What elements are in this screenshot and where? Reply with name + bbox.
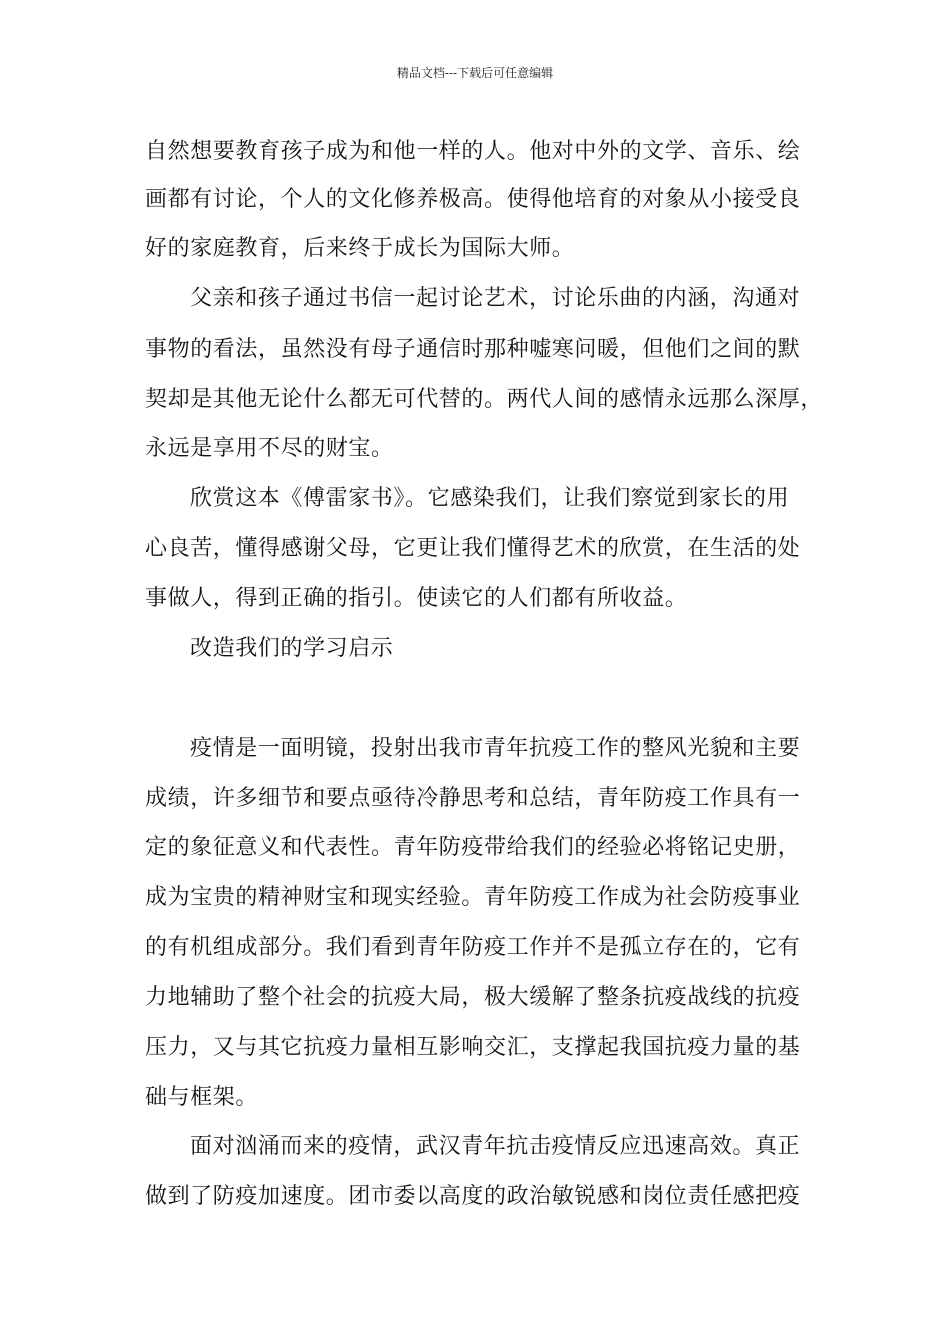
text-line: 欣赏这本《傅雷家书》。它感染我们，让我们察觉到家长的用 xyxy=(190,486,790,511)
text-line: 础与框架。 xyxy=(145,1085,259,1110)
text-line: 压力，又与其它抗疫力量相互影响交汇，支撑起我国抗疫力量的基 xyxy=(145,1035,801,1060)
text-line: 成绩，许多细节和要点亟待冷静思考和总结，青年防疫工作具有一 xyxy=(145,786,801,811)
text-line: 事物的看法，虽然没有母子通信时那种嘘寒问暖，但他们之间的默 xyxy=(145,337,801,362)
page-header: 精品文档---下载后可任意编辑 xyxy=(396,66,554,80)
text-line: 自然想要教育孩子成为和他一样的人。他对中外的文学、音乐、绘 xyxy=(145,139,801,164)
text-line: 力地辅助了整个社会的抗疫大局，极大缓解了整条抗疫战线的抗疫 xyxy=(145,985,801,1010)
text-line: 好的家庭教育，后来终于成长为国际大师。 xyxy=(145,236,575,261)
text-line: 疫情是一面明镜，投射出我市青年抗疫工作的整风光貌和主要 xyxy=(190,736,801,761)
text-line: 定的象征意义和代表性。青年防疫带给我们的经验必将铭记史册， xyxy=(145,835,801,860)
section-title: 改造我们的学习启示 xyxy=(190,636,394,661)
text-line: 事做人，得到正确的指引。使读它的人们都有所收益。 xyxy=(145,586,688,611)
text-line: 成为宝贵的精神财宝和现实经验。青年防疫工作成为社会防疫事业 xyxy=(145,885,801,910)
text-line: 面对汹涌而来的疫情，武汉青年抗击疫情反应迅速高效。真正 xyxy=(190,1134,801,1159)
text-line: 心良苦，懂得感谢父母，它更让我们懂得艺术的欣赏，在生活的处 xyxy=(145,536,801,561)
text-line: 父亲和孩子通过书信一起讨论艺术，讨论乐曲的内涵，沟通对 xyxy=(190,286,801,311)
text-line: 画都有讨论，个人的文化修养极高。使得他培育的对象从小接受良 xyxy=(145,187,801,212)
text-line: 永远是享用不尽的财宝。 xyxy=(145,436,394,461)
text-line: 做到了防疫加速度。团市委以高度的政治敏锐感和岗位责任感把疫 xyxy=(145,1184,801,1209)
text-line: 的有机组成部分。我们看到青年防疫工作并不是孤立存在的，它有 xyxy=(145,935,801,960)
text-line: 契却是其他无论什么都无可代替的。两代人间的感情永远那么深厚， xyxy=(145,387,824,412)
